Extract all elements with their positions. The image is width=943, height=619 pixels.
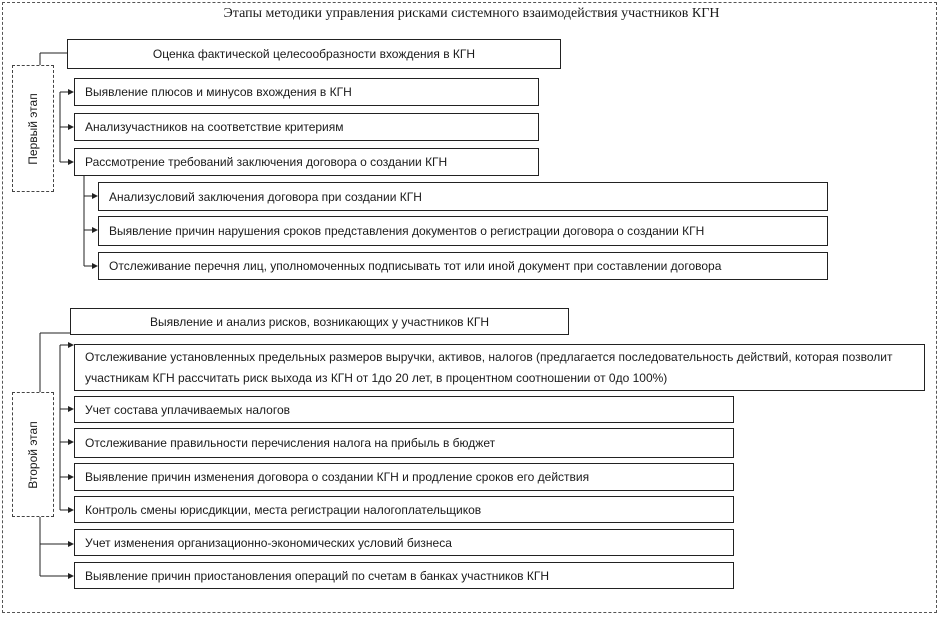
stage1-item: Рассмотрение требований заключения договора о создании КГН xyxy=(74,148,539,176)
stage2-item: Отслеживание правильности перечисления налога на прибыль в бюджет xyxy=(74,428,734,458)
stage1-subitem: Анализусловий заключения договора при создании КГН xyxy=(98,182,828,211)
stage1-subitem: Выявление причин нарушения сроков представления документов о регистрации договора о создании КГН xyxy=(98,216,828,246)
stage2-item: Выявление причин приостановления операций по счетам в банках участников КГН xyxy=(74,562,734,589)
stage2-item: Учет состава уплачиваемых налогов xyxy=(74,396,734,423)
stage2-item: Учет изменения организационно-экономических условий бизнеса xyxy=(74,529,734,556)
stage1-label-box xyxy=(12,65,54,192)
stage2-header-box: Выявление и анализ рисков, возникающих у участников КГН xyxy=(70,308,569,335)
stage2-item: Контроль смены юрисдикции, места регистрации налогоплательщиков xyxy=(74,496,734,523)
stage2-label-box xyxy=(12,392,54,517)
stage2-item: Отслеживание установленных предельных размеров выручки, активов, налогов (предлагается последовательность действий, которая позволит участникам КГН рассчитать риск выхода из КГН от 1до 20 лет, в процентном соотношении от 0до 100%) xyxy=(74,344,925,391)
stage1-label: Первый этап xyxy=(26,92,40,165)
stage2-label: Второй этап xyxy=(26,420,40,489)
stage1-header-box: Оценка фактической целесообразности вхождения в КГН xyxy=(67,39,561,69)
stage1-item: Выявление плюсов и минусов вхождения в КГН xyxy=(74,78,539,106)
stage2-item: Выявление причин изменения договора о создании КГН и продление сроков его действия xyxy=(74,463,734,491)
diagram-title: Этапы методики управления рисками системного взаимодействия участников КГН xyxy=(223,6,720,21)
stage1-subitem: Отслеживание перечня лиц, уполномоченных подписывать тот или иной документ при составлении договора xyxy=(98,252,828,280)
stage1-item: Анализучастников на соответствие критериям xyxy=(74,113,539,141)
